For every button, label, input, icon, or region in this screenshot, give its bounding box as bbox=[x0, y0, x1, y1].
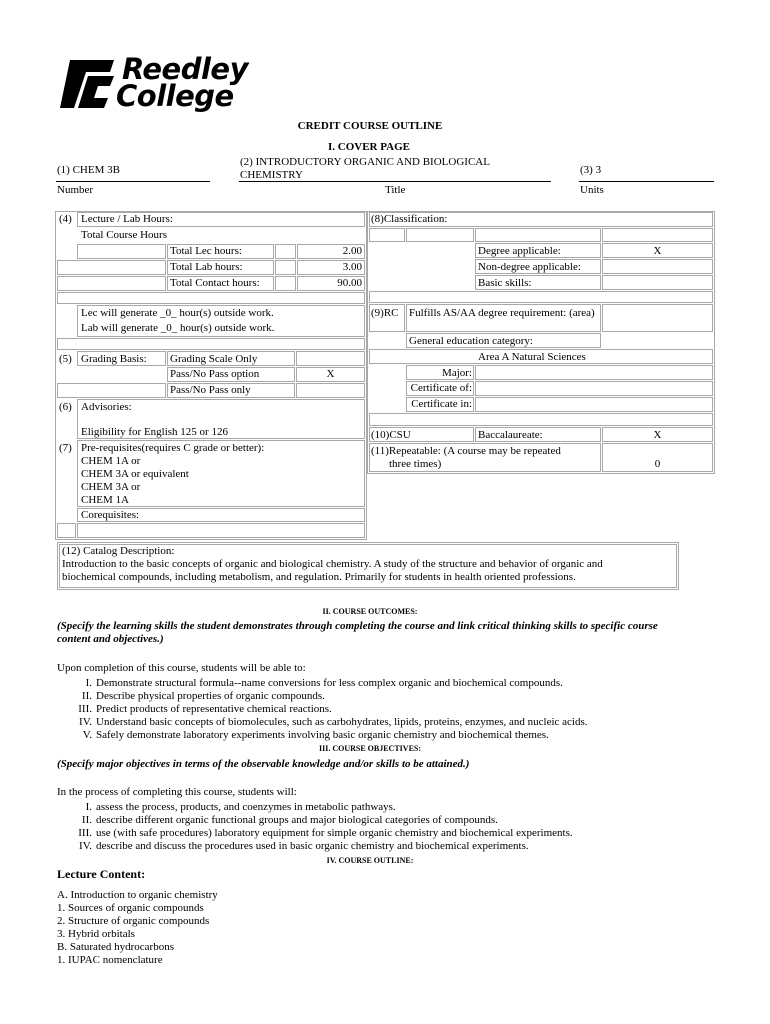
rc-fulfills-label: Fulfills AS/AA degree requirement: (area) bbox=[409, 307, 595, 319]
corequisites-label: Corequisites: bbox=[81, 509, 140, 521]
grading-option-pass-no-pass: Pass/No Pass option bbox=[170, 368, 260, 380]
prereq-item: CHEM 3A or bbox=[81, 481, 141, 493]
units-underline bbox=[579, 181, 714, 182]
objective-number: I. bbox=[85, 801, 92, 813]
course-number-label: Number bbox=[57, 184, 94, 196]
baccalaureate-mark: X bbox=[653, 429, 662, 441]
objective-text: describe different organic functional groups and major biological categories of compounds. bbox=[96, 814, 498, 826]
lec-generate-text: Lec will generate _0_ hour(s) outside work. bbox=[81, 307, 274, 319]
lab-hours-label: Total Lab hours: bbox=[170, 261, 243, 273]
pass-no-pass-option-mark: X bbox=[326, 368, 335, 380]
certificate-of-label: Certificate of: bbox=[410, 382, 472, 394]
contact-hours-label: Total Contact hours: bbox=[170, 277, 260, 289]
outcomes-heading: II. COURSE OUTCOMES: bbox=[322, 607, 418, 616]
course-title-value-1: (2) INTRODUCTORY ORGANIC AND BIOLOGICAL bbox=[240, 156, 490, 168]
grading-section-number: (5) bbox=[59, 353, 72, 365]
prereq-item: CHEM 1A or bbox=[81, 455, 141, 467]
prereq-section-number: (7) bbox=[59, 442, 72, 454]
lec-hours-label: Total Lec hours: bbox=[170, 245, 242, 257]
outcome-number: V. bbox=[82, 729, 92, 741]
prereq-item: CHEM 3A or equivalent bbox=[81, 468, 189, 480]
outline-item: A. Introduction to organic chemistry bbox=[57, 889, 218, 901]
objective-text: use (with safe procedures) laboratory equipment for simple organic chemistry and biochemical experiments. bbox=[96, 827, 573, 839]
outcome-text: Predict products of representative chemical reactions. bbox=[96, 703, 332, 715]
catalog-heading: (12) Catalog Description: bbox=[62, 545, 175, 557]
advisories-value: Eligibility for English 125 or 126 bbox=[81, 426, 228, 438]
logo-text-reedley: Reedley bbox=[122, 52, 248, 86]
outcome-number: II. bbox=[81, 690, 92, 702]
advisories-section-number: (6) bbox=[59, 401, 72, 413]
lecture-content-heading: Lecture Content: bbox=[57, 867, 146, 881]
grading-option-pass-only: Pass/No Pass only bbox=[170, 384, 251, 396]
outline-item: 1. IUPAC nomenclature bbox=[57, 954, 163, 966]
basic-skills-label: Basic skills: bbox=[478, 277, 532, 289]
title-underline bbox=[239, 181, 551, 182]
outline-item: B. Saturated hydrocarbons bbox=[57, 941, 174, 953]
hours-label: Lecture / Lab Hours: bbox=[81, 213, 173, 225]
rc-logo-mark-icon bbox=[56, 56, 116, 112]
outcome-number: I. bbox=[85, 677, 92, 689]
logo-text-college: College bbox=[116, 79, 234, 113]
outcomes-instruction-2: content and objectives.) bbox=[57, 633, 164, 645]
outline-heading: IV. COURSE OUTLINE: bbox=[326, 856, 414, 865]
outline-item: 3. Hybrid orbitals bbox=[57, 928, 135, 940]
lec-hours-value: 2.00 bbox=[342, 245, 362, 257]
objective-text: describe and discuss the procedures used in basic organic chemistry and biochemical experiments. bbox=[96, 840, 529, 852]
repeatable-label-2: three times) bbox=[389, 458, 442, 470]
course-title-label: Title bbox=[385, 184, 406, 196]
baccalaureate-label: Baccalaureate: bbox=[478, 429, 543, 441]
contact-hours-value: 90.00 bbox=[337, 277, 362, 289]
units-value: (3) 3 bbox=[580, 164, 602, 176]
outline-item: 2. Structure of organic compounds bbox=[57, 915, 210, 927]
non-degree-applicable-label: Non-degree applicable: bbox=[478, 261, 581, 273]
prereq-label: Pre-requisites(requires C grade or better): bbox=[81, 442, 265, 454]
degree-applicable-mark: X bbox=[653, 245, 662, 257]
outcomes-intro: Upon completion of this course, students will be able to: bbox=[57, 662, 306, 674]
csu-section-number: (10)CSU bbox=[371, 429, 411, 441]
gen-ed-category-label: General education category: bbox=[409, 335, 533, 347]
outcome-text: Demonstrate structural formula--name conversions for less complex organic and biochemical compounds. bbox=[96, 677, 563, 689]
objective-number: IV. bbox=[79, 840, 92, 852]
degree-applicable-label: Degree applicable: bbox=[478, 245, 561, 257]
outcome-number: III. bbox=[78, 703, 92, 715]
certificate-in-label: Certificate in: bbox=[411, 398, 472, 410]
catalog-description-line-2: biochemical compounds, including metabolism, and regulation. Primarily for students in health oriented professions. bbox=[62, 571, 576, 583]
reedley-college-logo bbox=[56, 52, 281, 113]
number-underline bbox=[56, 181, 210, 182]
repeatable-value: 0 bbox=[654, 458, 661, 470]
outcome-number: IV. bbox=[79, 716, 92, 728]
outcome-text: Safely demonstrate laboratory experiments involving basic organic chemistry and biochemical themes. bbox=[96, 729, 549, 741]
outcome-text: Describe physical properties of organic compounds. bbox=[96, 690, 325, 702]
cover-page-heading: I. COVER PAGE bbox=[328, 141, 410, 153]
objective-text: assess the process, products, and coenzymes in metabolic pathways. bbox=[96, 801, 396, 813]
objectives-instruction: (Specify major objectives in terms of the observable knowledge and/or skills to be attained.) bbox=[57, 758, 470, 770]
rc-section-number: (9)RC bbox=[371, 307, 399, 319]
repeatable-label-1: (11)Repeatable: (A course may be repeated bbox=[371, 445, 561, 457]
objective-number: III. bbox=[78, 827, 92, 839]
objectives-heading: III. COURSE OBJECTIVES: bbox=[318, 744, 422, 753]
gen-ed-area-value: Area A Natural Sciences bbox=[478, 351, 586, 363]
hours-section-number: (4) bbox=[59, 213, 72, 225]
units-label: Units bbox=[580, 184, 604, 196]
objective-number: II. bbox=[81, 814, 92, 826]
course-number-value: (1) CHEM 3B bbox=[57, 164, 120, 176]
grading-option-scale: Grading Scale Only bbox=[170, 353, 258, 365]
lab-generate-text: Lab will generate _0_ hour(s) outside work. bbox=[81, 322, 275, 334]
lab-hours-value: 3.00 bbox=[342, 261, 362, 273]
advisories-label: Advisories: bbox=[81, 401, 132, 413]
outcome-text: Understand basic concepts of biomolecules, such as carbohydrates, lipids, proteins, enzymes, and nucleic acids. bbox=[96, 716, 588, 728]
outline-item: 1. Sources of organic compounds bbox=[57, 902, 204, 914]
grading-basis-label: Grading Basis: bbox=[81, 353, 147, 365]
major-label: Major: bbox=[442, 367, 472, 379]
course-title-value-2: CHEMISTRY bbox=[240, 169, 303, 181]
total-course-hours-label: Total Course Hours bbox=[81, 229, 167, 241]
page-title: CREDIT COURSE OUTLINE bbox=[297, 120, 443, 132]
prereq-item: CHEM 1A bbox=[81, 494, 129, 506]
classification-label: (8)Classification: bbox=[371, 213, 448, 225]
objectives-intro: In the process of completing this course, students will: bbox=[57, 786, 297, 798]
outcomes-instruction-1: (Specify the learning skills the student demonstrates through completing the course and link critical thinking skills to specific course bbox=[57, 620, 658, 632]
catalog-description-line-1: Introduction to the basic concepts of organic and biological chemistry. A study of the structure and behavior of organic and bbox=[62, 558, 603, 570]
